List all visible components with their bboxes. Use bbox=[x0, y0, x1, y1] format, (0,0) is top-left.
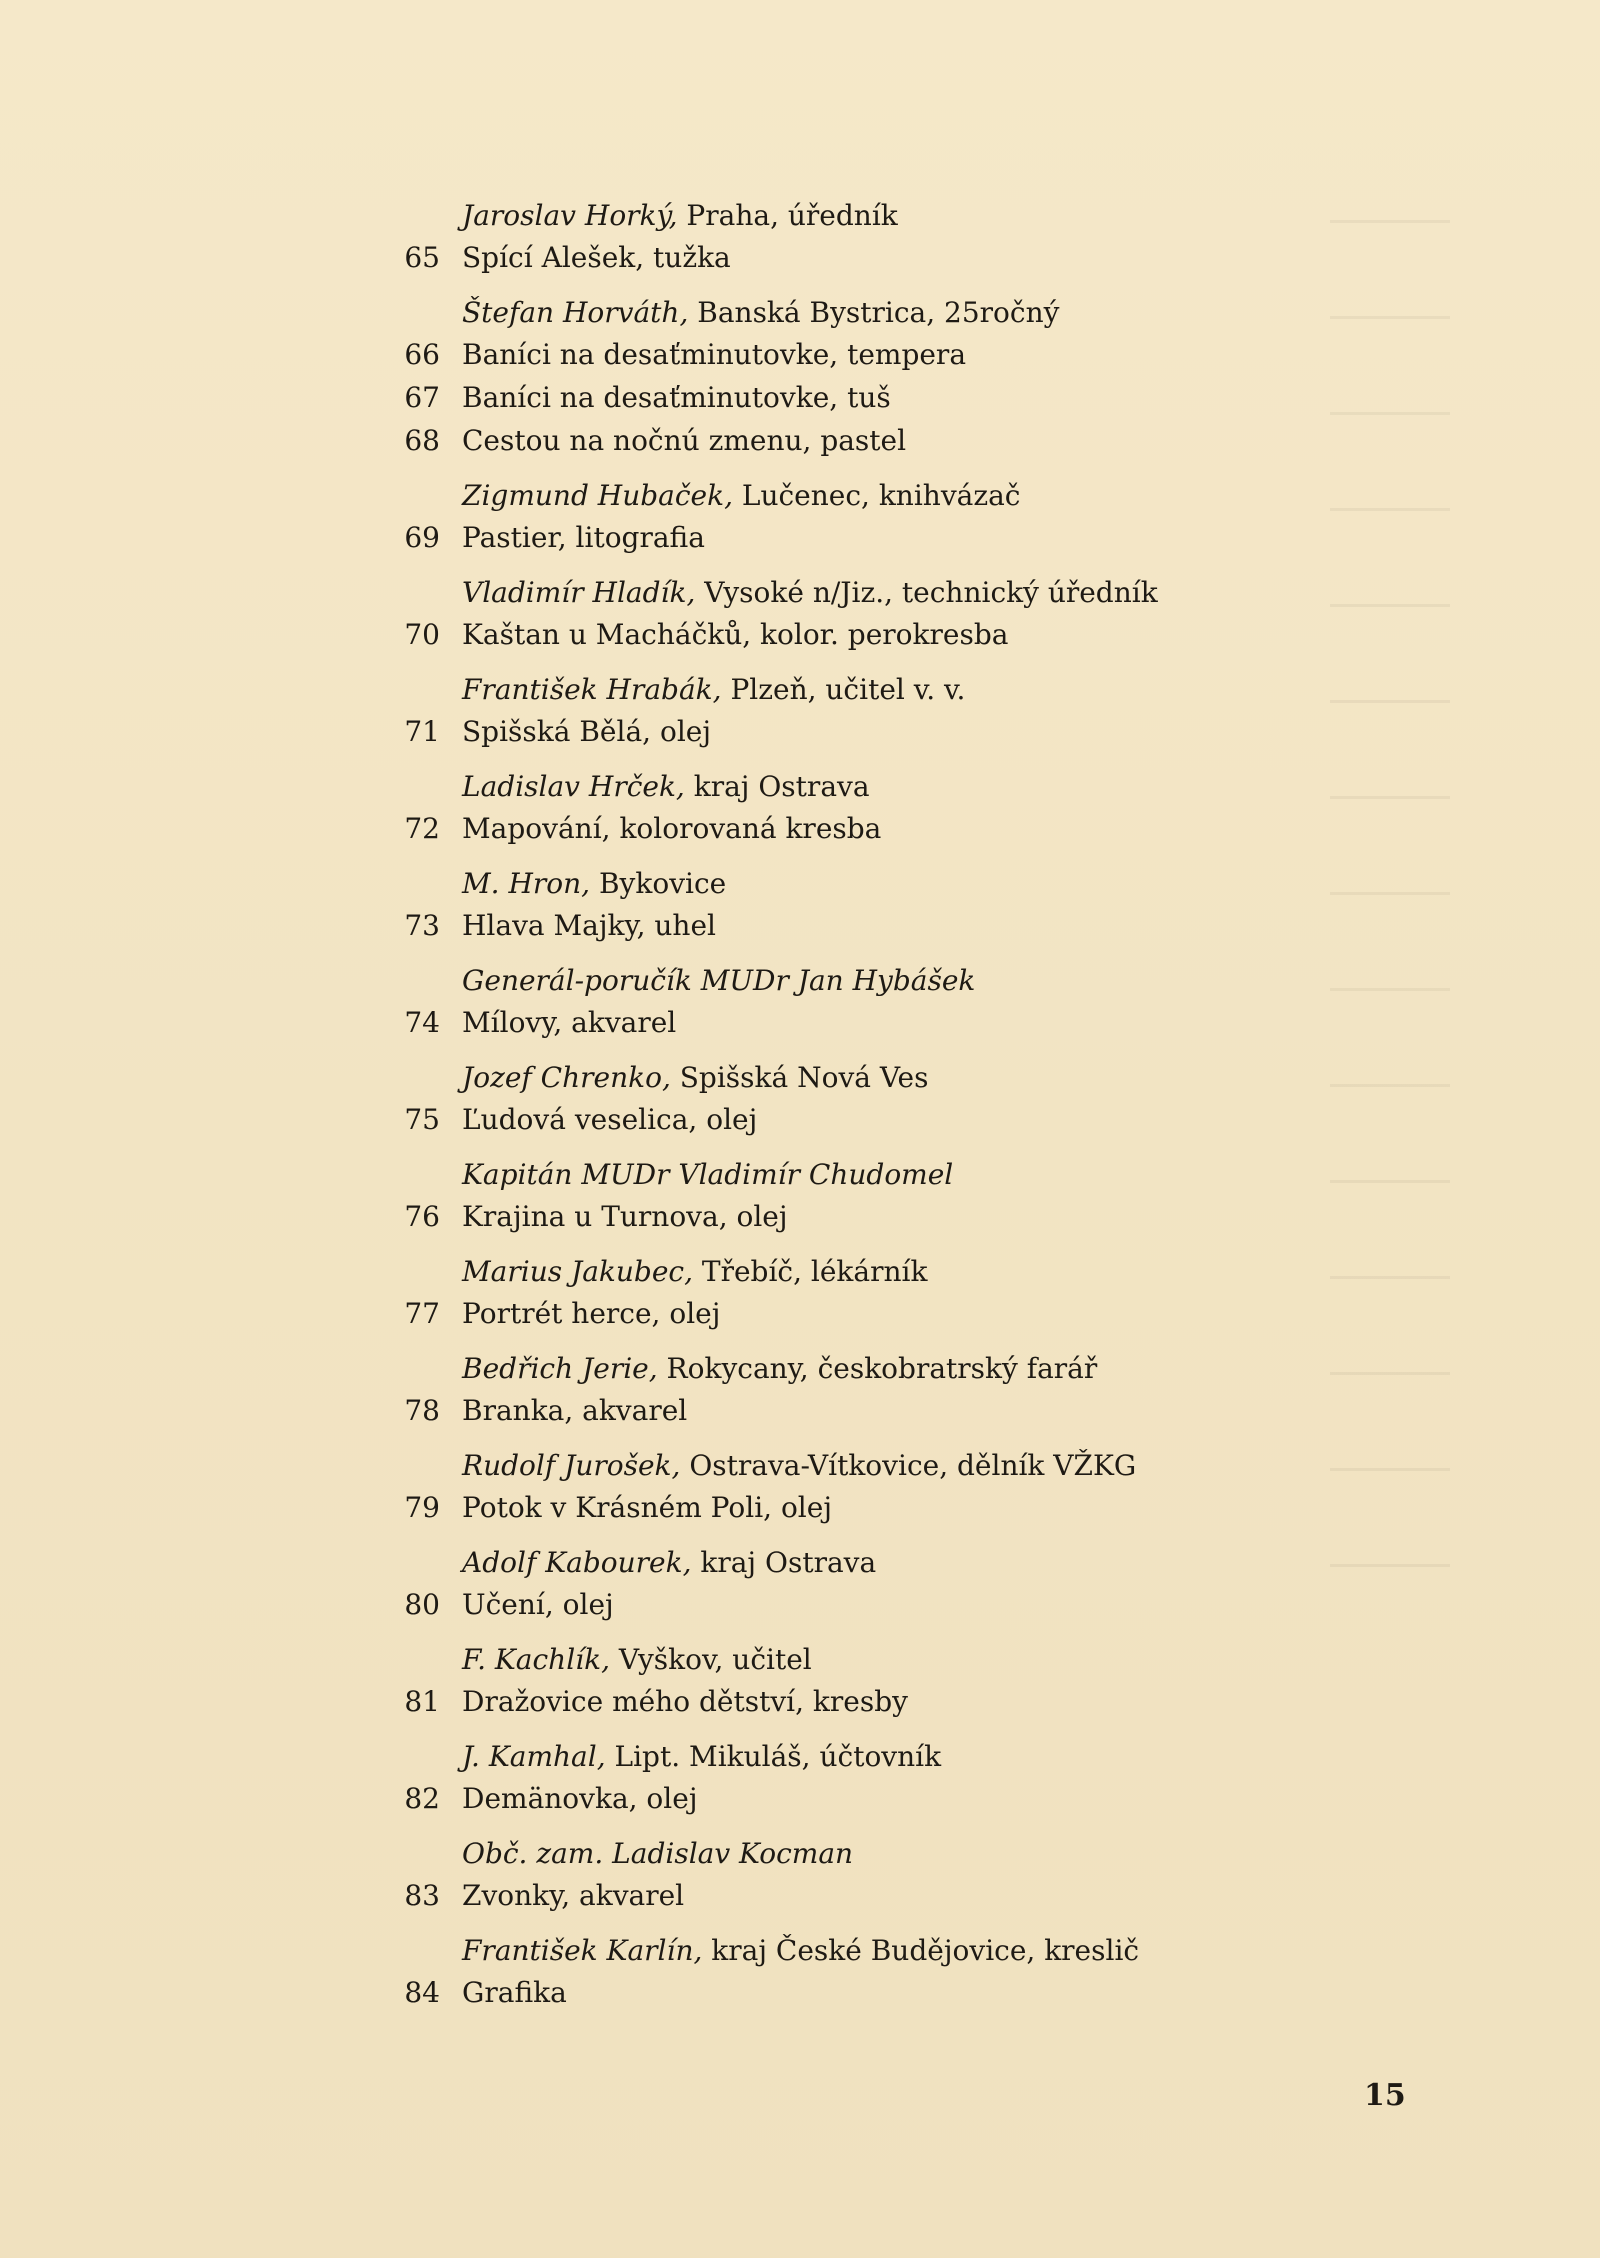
work-title: Spišská Bělá, olej bbox=[462, 715, 712, 748]
catalog-list bbox=[0, 196, 1600, 2028]
catalog-entry bbox=[0, 961, 1600, 1058]
work-line bbox=[0, 1292, 1600, 1335]
artist-detail: Rokycany, českobratrský farář bbox=[657, 1352, 1098, 1385]
artist-line bbox=[0, 864, 1600, 904]
work-number: 68 bbox=[404, 424, 440, 457]
catalog-entry bbox=[0, 1834, 1600, 1931]
artist-name: Ladislav Hrček, bbox=[462, 770, 685, 803]
catalog-entry bbox=[0, 1640, 1600, 1737]
work-title: Portrét herce, olej bbox=[462, 1297, 721, 1330]
work-number: 65 bbox=[404, 241, 440, 274]
page-number: 15 bbox=[1364, 2078, 1406, 2113]
work-number: 76 bbox=[404, 1200, 440, 1233]
artist-line bbox=[0, 767, 1600, 807]
artist-line bbox=[0, 196, 1600, 236]
work-line bbox=[0, 1486, 1600, 1529]
artist-line bbox=[0, 1543, 1600, 1583]
entry-spacer bbox=[0, 947, 1600, 961]
work-title: Učení, olej bbox=[462, 1588, 614, 1621]
work-title: Mapování, kolorovaná kresba bbox=[462, 812, 882, 845]
artist-name: Štefan Horváth, bbox=[462, 296, 689, 329]
work-number: 72 bbox=[404, 812, 440, 845]
artist-name: Adolf Kabourek, bbox=[462, 1546, 692, 1579]
artist-line bbox=[0, 1446, 1600, 1486]
work-line bbox=[0, 376, 1600, 419]
work-line bbox=[0, 1001, 1600, 1044]
artist-name: Zigmund Hubaček, bbox=[462, 479, 733, 512]
entry-spacer bbox=[0, 1044, 1600, 1058]
work-number: 78 bbox=[404, 1394, 440, 1427]
artist-detail: Ostrava-Vítkovice, dělník VŽKG bbox=[680, 1449, 1137, 1482]
entry-spacer bbox=[0, 1723, 1600, 1737]
artist-name: Jozef Chrenko, bbox=[462, 1061, 671, 1094]
work-title: Branka, akvarel bbox=[462, 1394, 688, 1427]
work-title: Pastier, litografia bbox=[462, 521, 705, 554]
work-title: Mílovy, akvarel bbox=[462, 1006, 677, 1039]
artist-detail: Banská Bystrica, 25ročný bbox=[688, 296, 1060, 329]
work-title: Baníci na desaťminutovke, tempera bbox=[462, 338, 967, 371]
artist-detail: kraj České Budějovice, kreslič bbox=[702, 1934, 1140, 1967]
work-number: 70 bbox=[404, 618, 440, 651]
catalog-entry bbox=[0, 1155, 1600, 1252]
work-line bbox=[0, 1389, 1600, 1432]
artist-line bbox=[0, 1252, 1600, 1292]
work-line bbox=[0, 807, 1600, 850]
artist-name: Marius Jakubec, bbox=[462, 1255, 693, 1288]
work-line bbox=[0, 710, 1600, 753]
work-title: Potok v Krásném Poli, olej bbox=[462, 1491, 833, 1524]
catalog-entry bbox=[0, 1737, 1600, 1834]
work-number: 67 bbox=[404, 381, 440, 414]
entry-spacer bbox=[0, 2014, 1600, 2028]
artist-line bbox=[0, 961, 1600, 1001]
artist-line bbox=[0, 670, 1600, 710]
entry-spacer bbox=[0, 1335, 1600, 1349]
artist-detail: Bykovice bbox=[590, 867, 727, 900]
work-title: Spící Alešek, tužka bbox=[462, 241, 731, 274]
artist-line bbox=[0, 293, 1600, 333]
work-title: Kaštan u Macháčků, kolor. perokresba bbox=[462, 618, 1009, 651]
artist-name: Vladimír Hladík, bbox=[462, 576, 696, 609]
work-title: Krajina u Turnova, olej bbox=[462, 1200, 788, 1233]
entry-spacer bbox=[0, 1917, 1600, 1931]
entry-spacer bbox=[0, 279, 1600, 293]
artist-detail: kraj Ostrava bbox=[691, 1546, 877, 1579]
entry-spacer bbox=[0, 559, 1600, 573]
artist-name: František Hrabák, bbox=[462, 673, 722, 706]
work-line bbox=[0, 1971, 1600, 2014]
work-number: 66 bbox=[404, 338, 440, 371]
entry-spacer bbox=[0, 1141, 1600, 1155]
work-number: 74 bbox=[404, 1006, 440, 1039]
artist-name: Rudolf Jurošek, bbox=[462, 1449, 681, 1482]
work-number: 73 bbox=[404, 909, 440, 942]
artist-detail: kraj Ostrava bbox=[684, 770, 870, 803]
catalog-entry bbox=[0, 1543, 1600, 1640]
artist-name: F. Kachlík, bbox=[462, 1643, 610, 1676]
catalog-entry bbox=[0, 767, 1600, 864]
work-title: Ľudová veselica, olej bbox=[462, 1103, 758, 1136]
work-line bbox=[0, 333, 1600, 376]
artist-line bbox=[0, 1349, 1600, 1389]
catalog-entry bbox=[0, 1252, 1600, 1349]
work-line bbox=[0, 419, 1600, 462]
artist-line bbox=[0, 1155, 1600, 1195]
catalog-entry bbox=[0, 864, 1600, 961]
work-number: 84 bbox=[404, 1976, 440, 2009]
artist-name: František Karlín, bbox=[462, 1934, 703, 1967]
work-line bbox=[0, 904, 1600, 947]
artist-name: Bedřich Jerie, bbox=[462, 1352, 658, 1385]
artist-detail: Spišská Nová Ves bbox=[670, 1061, 929, 1094]
work-line bbox=[0, 236, 1600, 279]
entry-spacer bbox=[0, 1529, 1600, 1543]
artist-detail: Praha, úředník bbox=[677, 199, 898, 232]
catalog-entry bbox=[0, 1446, 1600, 1543]
catalog-entry bbox=[0, 573, 1600, 670]
catalog-entry bbox=[0, 1349, 1600, 1446]
entry-spacer bbox=[0, 753, 1600, 767]
work-title: Cestou na nočnú zmenu, pastel bbox=[462, 424, 907, 457]
work-title: Dražovice mého dětství, kresby bbox=[462, 1685, 908, 1718]
entry-spacer bbox=[0, 1432, 1600, 1446]
work-line bbox=[0, 1874, 1600, 1917]
catalog-entry bbox=[0, 196, 1600, 293]
work-title: Zvonky, akvarel bbox=[462, 1879, 685, 1912]
artist-line bbox=[0, 1931, 1600, 1971]
work-line bbox=[0, 613, 1600, 656]
catalog-entry bbox=[0, 670, 1600, 767]
artist-detail: Vysoké n/Jiz., technický úředník bbox=[695, 576, 1158, 609]
artist-line bbox=[0, 476, 1600, 516]
work-number: 82 bbox=[404, 1782, 440, 1815]
work-number: 77 bbox=[404, 1297, 440, 1330]
work-line bbox=[0, 516, 1600, 559]
entry-spacer bbox=[0, 850, 1600, 864]
work-number: 71 bbox=[404, 715, 440, 748]
work-title: Grafika bbox=[462, 1976, 567, 2009]
catalog-entry bbox=[0, 293, 1600, 476]
work-line bbox=[0, 1583, 1600, 1626]
artist-detail: Lučenec, knihvázač bbox=[732, 479, 1021, 512]
entry-spacer bbox=[0, 1238, 1600, 1252]
entry-spacer bbox=[0, 1626, 1600, 1640]
work-number: 81 bbox=[404, 1685, 440, 1718]
entry-spacer bbox=[0, 462, 1600, 476]
catalog-entry bbox=[0, 1058, 1600, 1155]
artist-line bbox=[0, 1834, 1600, 1874]
work-line bbox=[0, 1777, 1600, 1820]
catalog-entry bbox=[0, 1931, 1600, 2028]
entry-spacer bbox=[0, 1820, 1600, 1834]
work-title: Baníci na desaťminutovke, tuš bbox=[462, 381, 891, 414]
work-number: 69 bbox=[404, 521, 440, 554]
artist-line bbox=[0, 1640, 1600, 1680]
artist-detail: Třebíč, lékárník bbox=[693, 1255, 928, 1288]
artist-name: J. Kamhal, bbox=[462, 1740, 606, 1773]
work-title: Demänovka, olej bbox=[462, 1782, 698, 1815]
artist-name: M. Hron, bbox=[462, 867, 591, 900]
artist-name: Generál-poručík MUDr Jan Hybášek bbox=[462, 964, 976, 997]
artist-detail: Plzeň, učitel v. v. bbox=[721, 673, 966, 706]
artist-line bbox=[0, 1737, 1600, 1777]
artist-line bbox=[0, 573, 1600, 613]
artist-detail: Lipt. Mikuláš, účtovník bbox=[605, 1740, 942, 1773]
artist-name: Jaroslav Horký, bbox=[462, 199, 678, 232]
work-line bbox=[0, 1680, 1600, 1723]
work-line bbox=[0, 1098, 1600, 1141]
artist-name: Obč. zam. Ladislav Kocman bbox=[462, 1837, 854, 1870]
work-number: 75 bbox=[404, 1103, 440, 1136]
catalog-entry bbox=[0, 476, 1600, 573]
work-line bbox=[0, 1195, 1600, 1238]
work-number: 83 bbox=[404, 1879, 440, 1912]
artist-line bbox=[0, 1058, 1600, 1098]
entry-spacer bbox=[0, 656, 1600, 670]
artist-name: Kapitán MUDr Vladimír Chudomel bbox=[462, 1158, 954, 1191]
artist-detail: Vyškov, učitel bbox=[609, 1643, 812, 1676]
work-title: Hlava Majky, uhel bbox=[462, 909, 716, 942]
work-number: 79 bbox=[404, 1491, 440, 1524]
work-number: 80 bbox=[404, 1588, 440, 1621]
